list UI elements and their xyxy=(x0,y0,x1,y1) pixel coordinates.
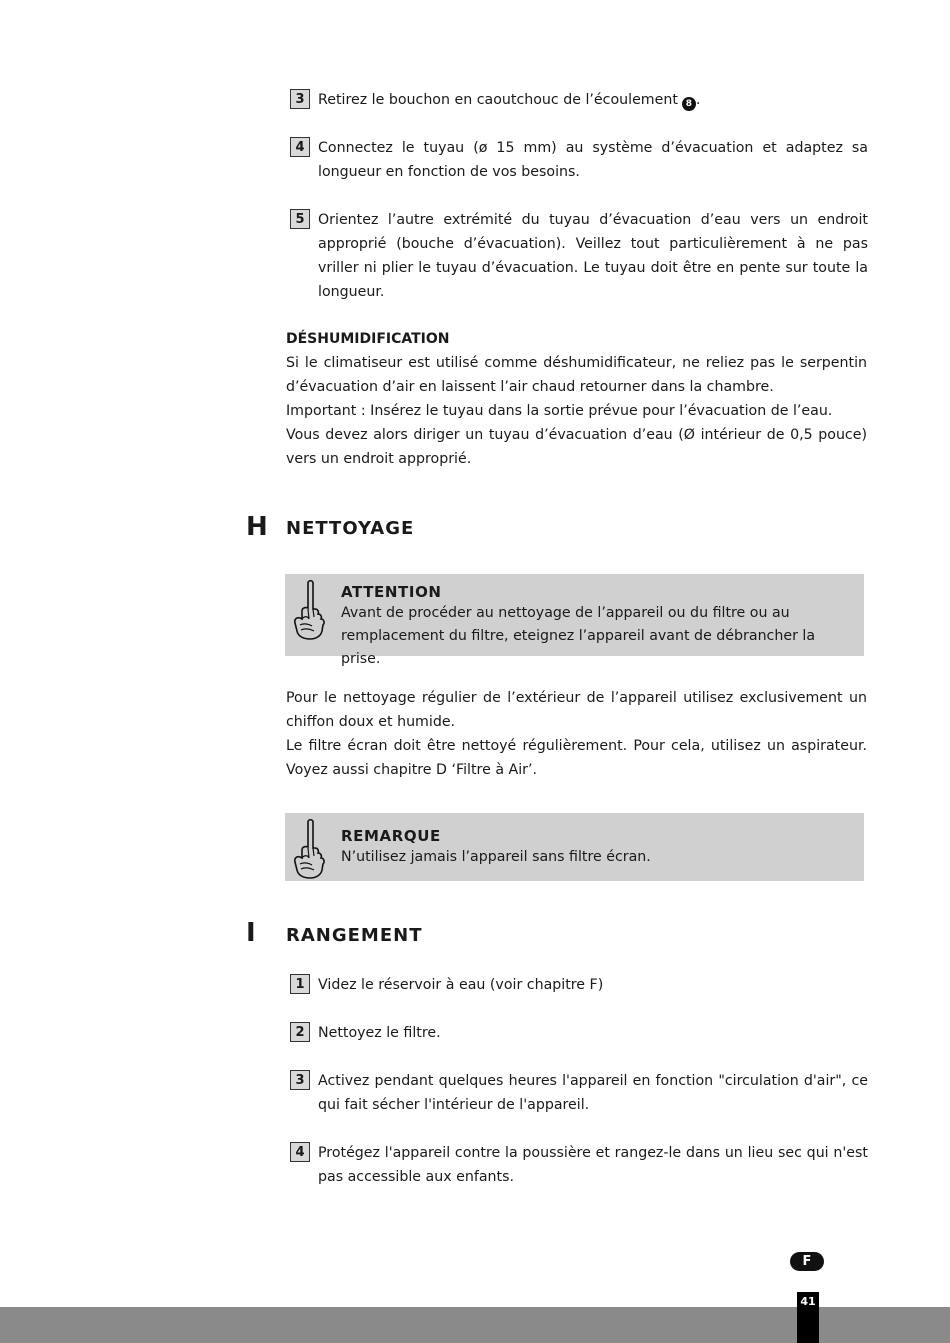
section-title: RANGEMENT xyxy=(286,925,423,946)
step-4-connect-hose xyxy=(290,136,868,184)
step-number: 5 xyxy=(290,209,310,229)
step-number: 4 xyxy=(290,137,310,157)
step-number: 3 xyxy=(290,89,310,109)
language-badge: F xyxy=(790,1252,824,1271)
pointing-hand-icon xyxy=(292,818,326,880)
pointing-hand-icon xyxy=(292,579,326,641)
step-suffix: . xyxy=(695,92,701,108)
step-number: 1 xyxy=(290,974,310,994)
step-3-remove-plug xyxy=(290,88,868,112)
storage-step-1 xyxy=(290,973,868,997)
step-text: Retirez le bouchon en caoutchouc de l’écoulement xyxy=(318,92,678,108)
callout-badge: 8 xyxy=(682,97,696,111)
attention-title: ATTENTION xyxy=(341,583,442,601)
step-text: Connectez le tuyau (ø 15 mm) au système d’évacuation et adaptez sa longueur en fonction de vos besoins. xyxy=(318,140,868,180)
step-number: 3 xyxy=(290,1070,310,1090)
attention-box xyxy=(285,574,864,667)
dehumidification-line: Vous devez alors diriger un tuyau d’évacuation d’eau (Ø intérieur de 0,5 pouce) vers un endroit approprié. xyxy=(286,427,867,467)
remarque-body: N’utilisez jamais l’appareil sans filtre écran. xyxy=(341,849,651,865)
section-letter: H xyxy=(246,512,268,542)
attention-body: Avant de procéder au nettoyage de l’appareil ou du filtre ou au remplacement du filtre, eteignez l’appareil avant de débrancher la prise. xyxy=(341,605,816,667)
step-text: Orientez l’autre extrémité du tuyau d’évacuation d’eau vers un endroit approprié (bouche d’évacuation). Veillez tout particulièrement à ne pas vriller ni plier le tuyau d’évacuation. Le tuyau doit être en pente sur toute la longueur. xyxy=(318,212,868,300)
cleaning-paragraph xyxy=(286,686,867,782)
dehumidification-block xyxy=(286,327,867,471)
cleaning-line: Pour le nettoyage régulier de l’extérieur de l’appareil utilisez exclusivement un chiffon doux et humide. xyxy=(286,690,867,730)
storage-step-4 xyxy=(290,1141,868,1189)
cleaning-line: Le filtre écran doit être nettoyé régulièrement. Pour cela, utilisez un aspirateur. Voyez aussi chapitre D ‘Filtre à Air’. xyxy=(286,738,867,778)
step-text: Videz le réservoir à eau (voir chapitre F) xyxy=(318,977,604,993)
dehumidification-line: Si le climatiseur est utilisé comme déshumidificateur, ne reliez pas le serpentin d’évacuation d’air en laissent l’air chaud retourner dans la chambre. xyxy=(286,355,867,395)
section-letter: I xyxy=(246,918,256,948)
remarque-title: REMARQUE xyxy=(341,827,441,845)
step-5-orient-hose xyxy=(290,208,868,304)
step-number: 2 xyxy=(290,1022,310,1042)
storage-step-3 xyxy=(290,1069,868,1117)
dehumidification-heading: DÉSHUMIDIFICATION xyxy=(286,331,450,347)
step-text: Protégez l'appareil contre la poussière et rangez-le dans un lieu sec qui n'est pas accessible aux enfants. xyxy=(318,1145,868,1185)
storage-step-2 xyxy=(290,1021,868,1045)
step-number: 4 xyxy=(290,1142,310,1162)
remarque-box xyxy=(285,813,864,881)
page-number: 41 xyxy=(797,1292,819,1343)
dehumidification-line: Important : Insérez le tuyau dans la sortie prévue pour l’évacuation de l’eau. xyxy=(286,403,833,419)
step-text: Activez pendant quelques heures l'appareil en fonction "circulation d'air", ce qui fait sécher l'intérieur de l'appareil. xyxy=(318,1073,868,1113)
step-text: Nettoyez le filtre. xyxy=(318,1025,441,1041)
section-title: NETTOYAGE xyxy=(286,518,415,539)
